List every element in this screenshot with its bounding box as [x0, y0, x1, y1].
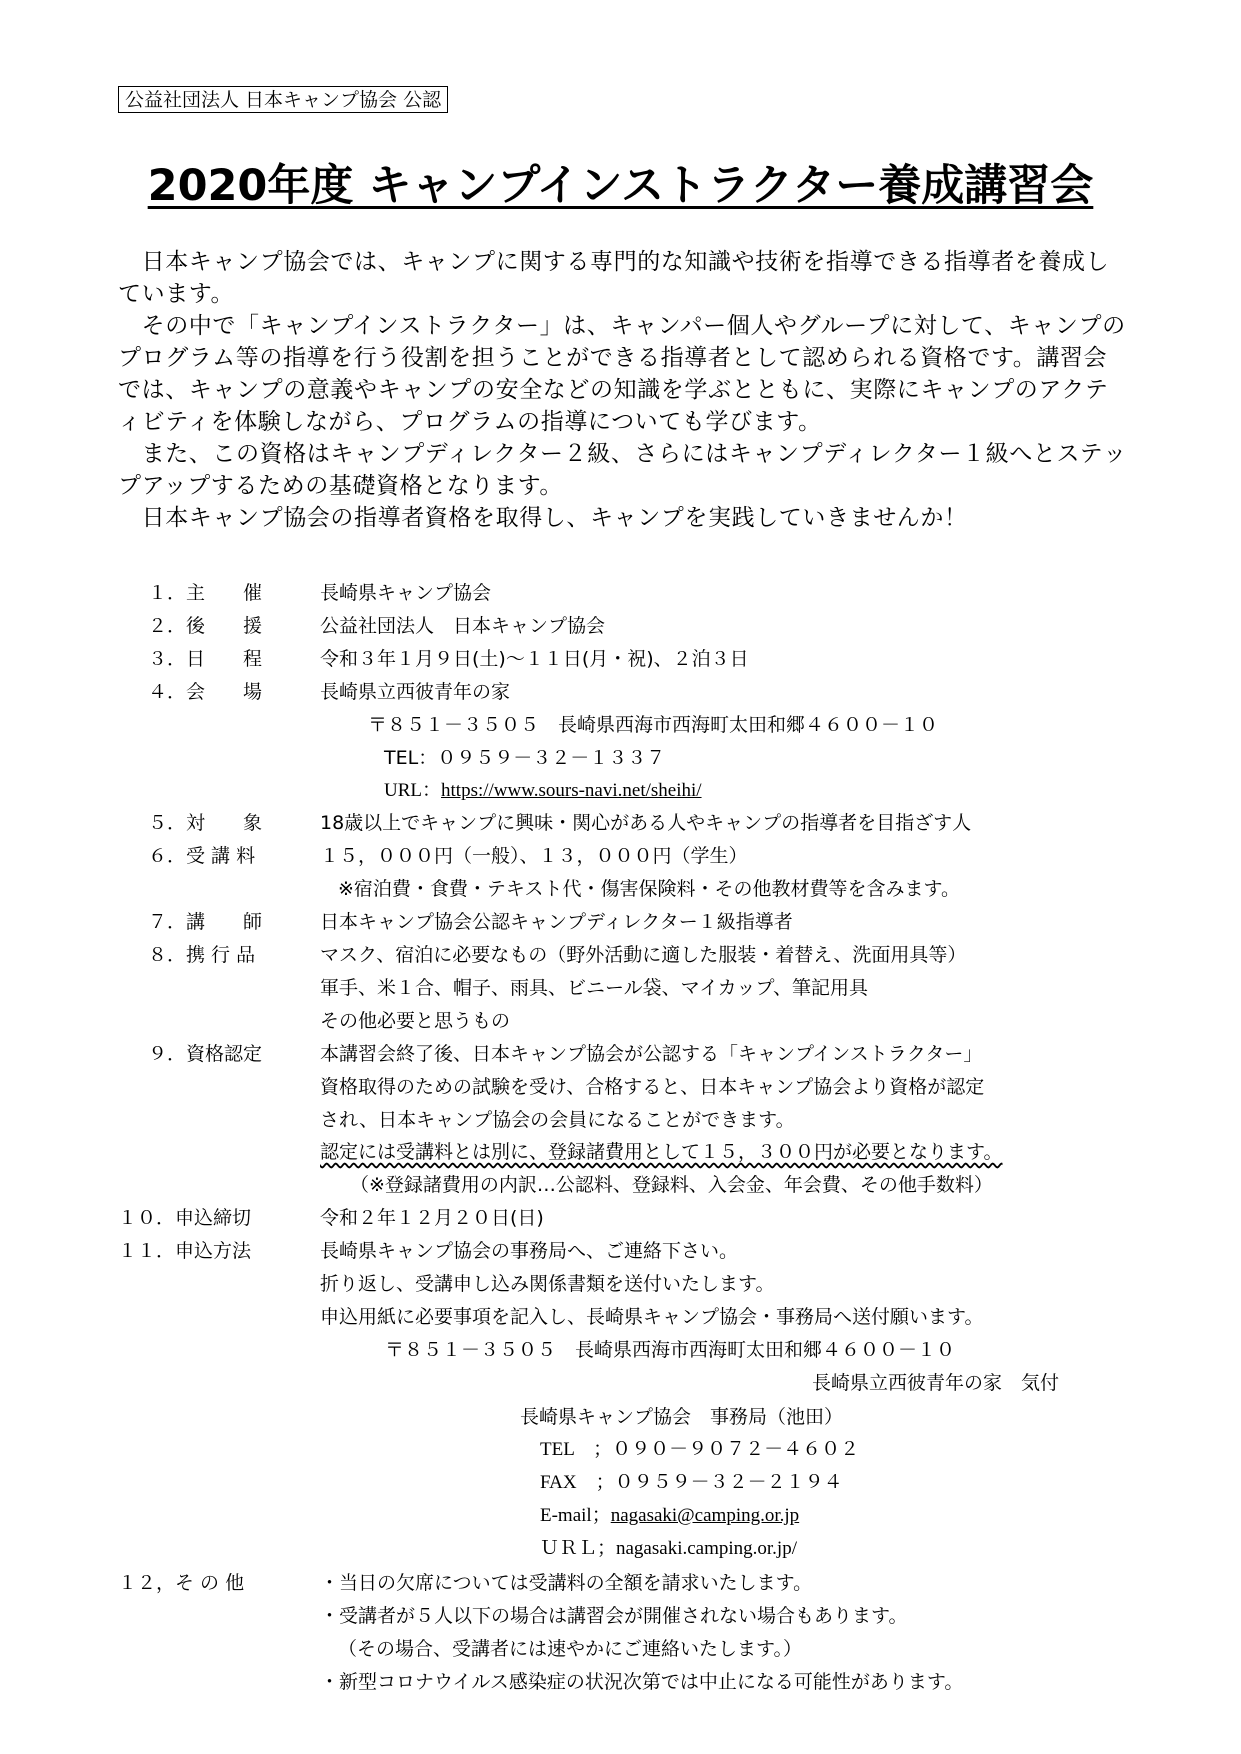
item-value-schedule: 令和３年１月９日(土)～１１日(月・祝)、２泊３日 [320, 648, 749, 670]
office-email-label: E-mail； [540, 1505, 611, 1526]
intro-paragraph: その中で「キャンプインストラクター」は、キャンパー個人やグループに対して、キャンプのプログラム等の指導を行う役割を担うことができる指導者として認められる資格です。講習会では、キャンプの意義やキャンプの安全などの知識を学ぶとともに、実際にキャンプのアクティビティを体験しながら、プログラムの指導についても学びます。 [118, 313, 1126, 435]
belongings-line: 軍手、米１合、帽子、雨具、ビニール袋、マイカップ、筆記用具 [320, 977, 868, 999]
item-value-deadline: 令和２年１２月２０日(日) [320, 1207, 544, 1229]
item-value-fee: １５，０００円（一般）、１３，０００円（学生） [320, 845, 748, 867]
item-value-venue: 長崎県立西彼青年の家 [320, 681, 511, 703]
certification-line: 資格取得のための試験を受け、合格すると、日本キャンプ協会より資格が認定 [320, 1076, 985, 1098]
item-label-instructor: ７．講 師 [148, 911, 263, 933]
office-fax: FAX ；０９５９－３２－２１９４ [540, 1472, 843, 1493]
intro-paragraph: 日本キャンプ協会の指導者資格を取得し、キャンプを実践していきませんか！ [118, 505, 968, 531]
item-label-application: １１．申込方法 [118, 1240, 252, 1262]
certification-fee-notice: 認定には受講料とは別に、登録諸費用として１５，３００円が必要となります。 [320, 1141, 1003, 1163]
certification-line: され、日本キャンプ協会の会員になることができます。 [320, 1109, 795, 1131]
application-line: 申込用紙に必要事項を記入し、長崎県キャンプ協会・事務局へ送付願います。 [320, 1306, 984, 1328]
certification-badge: 公益社団法人 日本キャンプ協会 公認 [118, 86, 448, 113]
item-label-support: ２．後 援 [148, 615, 263, 637]
item-value-instructor: 日本キャンプ協会公認キャンプディレクター１級指導者 [320, 911, 793, 933]
application-line: 折り返し、受講申し込み関係書類を送付いたします。 [320, 1273, 775, 1295]
office-email-line [540, 1503, 799, 1529]
venue-tel: TEL：０９５９－３２－１３３７ [384, 747, 666, 769]
item-label-venue: ４．会 場 [148, 681, 263, 703]
intro-paragraph: 日本キャンプ協会では、キャンプに関する専門的な知識や技術を指導できる指導者を養成しています。 [118, 249, 1110, 307]
item-label-other: １２，そ の 他 [118, 1572, 245, 1594]
page-title [0, 158, 1241, 214]
belongings-line: その他必要と思うもの [320, 1010, 511, 1032]
other-note: ・受講者が５人以下の場合は講習会が開催されない場合もあります。 [320, 1605, 908, 1627]
fee-note: ※宿泊費・食費・テキスト代・傷害保険料・その他教材費等を含みます。 [338, 878, 961, 900]
other-note: ・新型コロナウイルス感染症の状況次第では中止になる可能性があります。 [320, 1671, 964, 1693]
office-email-link[interactable]: nagasaki@camping.or.jp [610, 1505, 800, 1526]
item-value-organizer: 長崎県キャンプ協会 [320, 582, 492, 604]
application-line: 長崎県キャンプ協会の事務局へ、ご連絡下さい。 [320, 1240, 739, 1262]
item-label-organizer: １．主 催 [148, 582, 263, 604]
venue-url-link[interactable]: https://www.sours-navi.net/sheihi/ [441, 780, 702, 801]
application-care-of: 長崎県立西彼青年の家 気付 [812, 1372, 1060, 1394]
intro-paragraph: また、この資格はキャンプディレクター２級、さらにはキャンプディレクター１級へとステップアップするための基礎資格となります。 [118, 441, 1127, 499]
other-note: ・当日の欠席については受講料の全額を請求いたします。 [320, 1572, 813, 1594]
belongings-line: マスク、宿泊に必要なもの（野外活動に適した服装・着替え、洗面用具等） [320, 944, 967, 966]
item-label-schedule: ３．日 程 [148, 648, 263, 670]
office-name: 長崎県キャンプ協会 事務局（池田） [520, 1406, 844, 1428]
certification-line: 本講習会終了後、日本キャンプ協会が公認する「キャンプインストラクター」 [320, 1043, 983, 1065]
application-address: 〒８５１－３５０５ 長崎県西海市西海町太田和郷４６００－１０ [385, 1339, 956, 1361]
item-label-deadline: １０．申込締切 [118, 1207, 252, 1229]
office-url[interactable]: ＵＲＬ；nagasaki.camping.or.jp/ [540, 1538, 797, 1559]
item-label-fee: ６．受 講 料 [148, 845, 256, 867]
item-label-target: ５．対 象 [148, 812, 263, 834]
venue-url-line [384, 778, 702, 804]
other-note: （その場合、受講者には速やかにご連絡いたします。） [338, 1638, 802, 1660]
item-value-support: 公益社団法人 日本キャンプ協会 [320, 615, 606, 637]
item-value-target: 18歳以上でキャンプに興味・関心がある人やキャンプの指導者を目指ざす人 [320, 812, 972, 834]
office-tel: TEL ；０９０－９０７２－４６０２ [540, 1439, 860, 1460]
certification-fee-breakdown: （※登録諸費用の内訳…公認料、登録料、入会金、年会費、その他手数料） [350, 1174, 993, 1196]
venue-url-label: URL： [384, 780, 442, 801]
venue-address: 〒８５１－３５０５ 長崎県西海市西海町太田和郷４６００－１０ [368, 714, 939, 736]
item-label-certification: ９．資格認定 [148, 1043, 263, 1065]
page-title-text: 2020年度 キャンプインストラクター養成講習会 [147, 161, 1094, 211]
item-label-belongings: ８．携 行 品 [148, 944, 256, 966]
intro-text [118, 246, 1128, 534]
